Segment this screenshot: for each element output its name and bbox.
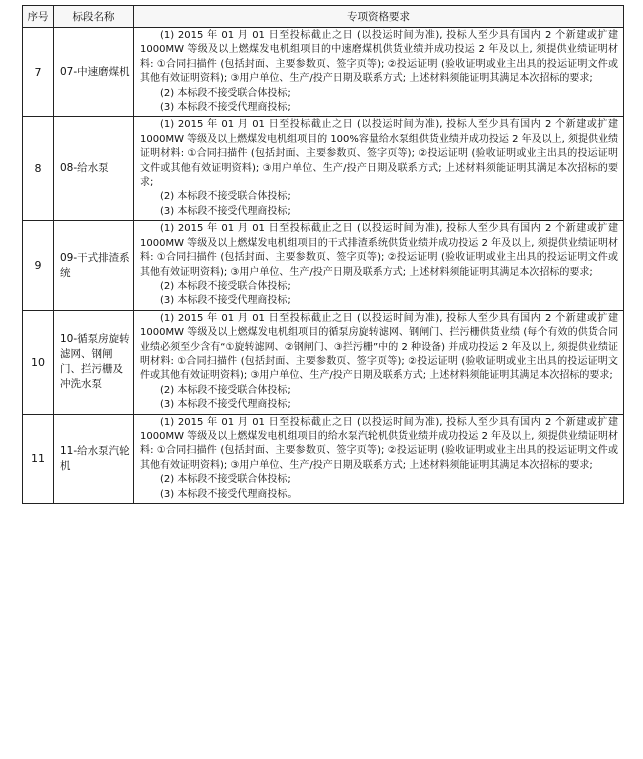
requirement-no-agent: (3) 本标段不接受代理商投标; (160, 399, 291, 411)
row-index: 9 (23, 221, 54, 310)
row-requirements (134, 221, 624, 310)
table-header-row (23, 6, 624, 28)
header-index: 序号 (23, 6, 54, 28)
requirement-no-consortium: (2) 本标段不接受联合体投标; (160, 384, 291, 396)
row-requirements (134, 310, 624, 414)
row-lot-name: 10-循泵房旋转滤网、钢闸门、拦污栅及冲洗水泵 (54, 310, 134, 414)
table-row (23, 310, 624, 414)
header-requirements: 专项资格要求 (134, 6, 624, 28)
requirement-main: (1) 2015 年 01 月 01 日至投标截止之日 (以投运时间为准), 投标人至少具有国内 2 个新建或扩建 1000MW 等级及以上燃煤发电机组项目的 100%容量给水泵组供货业绩并成功投运 2 年及以上, 须提供业绩证明材料: ①合同扫描件 (包括封面、主要参数页、签字页等); ②投运证明 (验收证明或业主出具的投运证明文件或其他有效证明资料); ③用户单位、生产/投产日期及联系方式; 上述材料须能证明其满足本次招标的要求; (140, 119, 618, 189)
row-lot-name: 07-中速磨煤机 (54, 28, 134, 117)
table-row (23, 28, 624, 117)
row-index: 10 (23, 310, 54, 414)
row-requirements (134, 414, 624, 503)
requirement-no-agent: (3) 本标段不接受代理商投标; (160, 102, 291, 114)
table-row (23, 414, 624, 503)
row-requirements (134, 117, 624, 221)
requirement-no-agent: (3) 本标段不接受代理商投标。 (160, 488, 298, 500)
row-lot-name: 08-给水泵 (54, 117, 134, 221)
requirement-main: (1) 2015 年 01 月 01 日至投标截止之日 (以投运时间为准), 投标人至少具有国内 2 个新建或扩建 1000MW 等级及以上燃煤发电机组项目的循泵房旋转滤网、钢闸门、拦污栅供货业绩 (每个有效的供货合同业绩必须至少含有“①旋转滤网、②钢闸门、③拦污栅”中的 2 种设备) 并成功投运 2 年及以上, 须提供业绩证明材料: ①合同扫描件 (包括封面、主要参数页、签字页等); ②投运证明 (验收证明或业主出具的投运证明文件或其他有效证明资料); ③用户单位、生产/投产日期及联系方式; 上述材料须能证明其满足本次招标的要求; (140, 312, 618, 382)
requirement-no-consortium: (2) 本标段不接受联合体投标; (160, 87, 291, 99)
requirement-no-agent: (3) 本标段不接受代理商投标; (160, 205, 291, 217)
requirement-no-consortium: (2) 本标段不接受联合体投标; (160, 474, 291, 486)
qualification-table (22, 5, 624, 504)
row-index: 7 (23, 28, 54, 117)
requirement-no-consortium: (2) 本标段不接受联合体投标; (160, 280, 291, 292)
requirement-main: (1) 2015 年 01 月 01 日至投标截止之日 (以投运时间为准), 投标人至少具有国内 2 个新建或扩建 1000MW 等级及以上燃煤发电机组项目的中速磨煤机供货业绩并成功投运 2 年及以上, 须提供业绩证明材料: ①合同扫描件 (包括封面、主要参数页、签字页等); ②投运证明 (验收证明或业主出具的投运证明文件或其他有效证明资料); ③用户单位、生产/投产日期及联系方式; 上述材料须能证明其满足本次招标的要求; (140, 30, 618, 85)
table-row (23, 221, 624, 310)
qualification-table-container (22, 5, 623, 504)
header-lot-name: 标段名称 (54, 6, 134, 28)
table-row (23, 117, 624, 221)
row-lot-name: 11-给水泵汽轮机 (54, 414, 134, 503)
row-requirements (134, 28, 624, 117)
row-lot-name: 09-干式排渣系统 (54, 221, 134, 310)
requirement-main: (1) 2015 年 01 月 01 日至投标截止之日 (以投运时间为准), 投标人至少具有国内 2 个新建或扩建 1000MW 等级及以上燃煤发电机组项目的干式排渣系统供货业绩并成功投运 2 年及以上, 须提供业绩证明材料: ①合同扫描件 (包括封面、主要参数页、签字页等); ②投运证明 (验收证明或业主出具的投运证明文件或其他有效证明资料); ③用户单位、生产/投产日期及联系方式; 上述材料须能证明其满足本次招标的要求; (140, 223, 618, 278)
requirement-no-agent: (3) 本标段不接受代理商投标; (160, 295, 291, 307)
requirement-main: (1) 2015 年 01 月 01 日至投标截止之日 (以投运时间为准), 投标人至少具有国内 2 个新建或扩建 1000MW 等级及以上燃煤发电机组项目的给水泵汽轮机供货业绩并成功投运 2 年及以上, 须提供业绩证明材料: ①合同扫描件 (包括封面、主要参数页、签字页等); ②投运证明 (验收证明或业主出具的投运证明文件或其他有效证明资料); ③用户单位、生产/投产日期及联系方式; 上述材料须能证明其满足本次招标的要求; (140, 416, 618, 471)
requirement-no-consortium: (2) 本标段不接受联合体投标; (160, 191, 291, 203)
row-index: 8 (23, 117, 54, 221)
row-index: 11 (23, 414, 54, 503)
